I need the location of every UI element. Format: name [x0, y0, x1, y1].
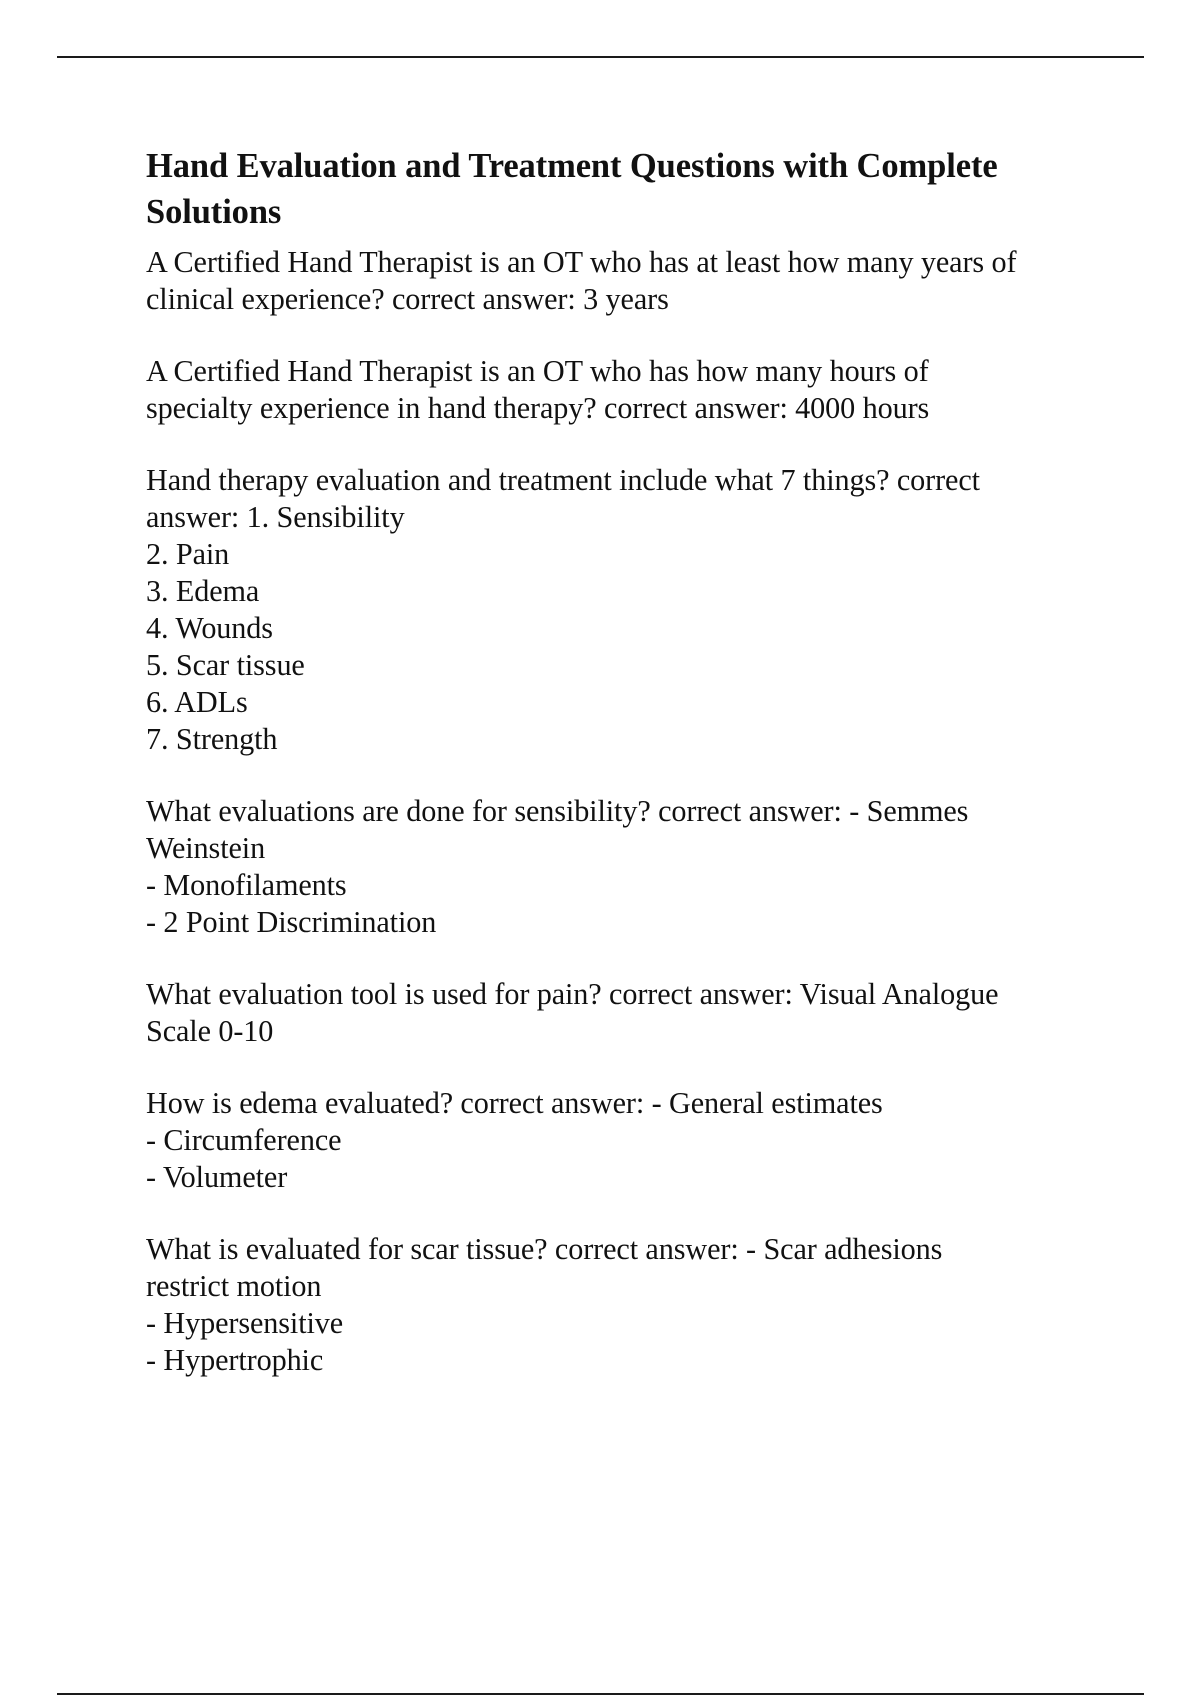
qa-line: What is evaluated for scar tissue? correct answer: - Scar adhesions	[146, 1232, 943, 1266]
qa-line: What evaluations are done for sensibility? correct answer: - Semmes	[146, 794, 969, 828]
qa-line: restrict motion	[146, 1269, 322, 1303]
qa-item	[146, 1231, 1106, 1379]
qa-item	[146, 353, 1106, 427]
qa-line: Scale 0-10	[146, 1014, 274, 1048]
qa-line: 6. ADLs	[146, 685, 248, 719]
qa-line: Weinstein	[146, 831, 266, 865]
qa-item	[146, 1085, 1106, 1196]
qa-line: 2. Pain	[146, 537, 230, 571]
qa-item	[146, 793, 1106, 941]
qa-line: - Volumeter	[146, 1160, 288, 1194]
document-body	[146, 143, 1106, 1414]
qa-line: What evaluation tool is used for pain? correct answer: Visual Analogue	[146, 977, 999, 1011]
qa-item	[146, 244, 1106, 318]
title-line: Hand Evaluation and Treatment Questions with Complete	[146, 147, 998, 185]
qa-line: - Circumference	[146, 1123, 342, 1157]
title-line: Solutions	[146, 193, 282, 231]
qa-item	[146, 976, 1106, 1050]
qa-item	[146, 462, 1106, 758]
bottom-rule	[57, 1693, 1144, 1695]
qa-line: 4. Wounds	[146, 611, 273, 645]
qa-line: - 2 Point Discrimination	[146, 905, 437, 939]
qa-line: 5. Scar tissue	[146, 648, 305, 682]
qa-line: clinical experience? correct answer: 3 years	[146, 282, 669, 316]
qa-line: A Certified Hand Therapist is an OT who has how many hours of	[146, 354, 929, 388]
document-title	[146, 143, 1106, 235]
qa-list	[146, 244, 1106, 1379]
qa-line: specialty experience in hand therapy? correct answer: 4000 hours	[146, 391, 930, 425]
qa-line: - Hypertrophic	[146, 1343, 324, 1377]
qa-line: 7. Strength	[146, 722, 278, 756]
qa-line: Hand therapy evaluation and treatment include what 7 things? correct	[146, 463, 980, 497]
qa-line: - Hypersensitive	[146, 1306, 344, 1340]
qa-line: 3. Edema	[146, 574, 260, 608]
qa-line: - Monofilaments	[146, 868, 347, 902]
top-rule	[57, 56, 1144, 58]
qa-line: How is edema evaluated? correct answer: - General estimates	[146, 1086, 883, 1120]
qa-line: answer: 1. Sensibility	[146, 500, 405, 534]
qa-line: A Certified Hand Therapist is an OT who has at least how many years of	[146, 245, 1017, 279]
